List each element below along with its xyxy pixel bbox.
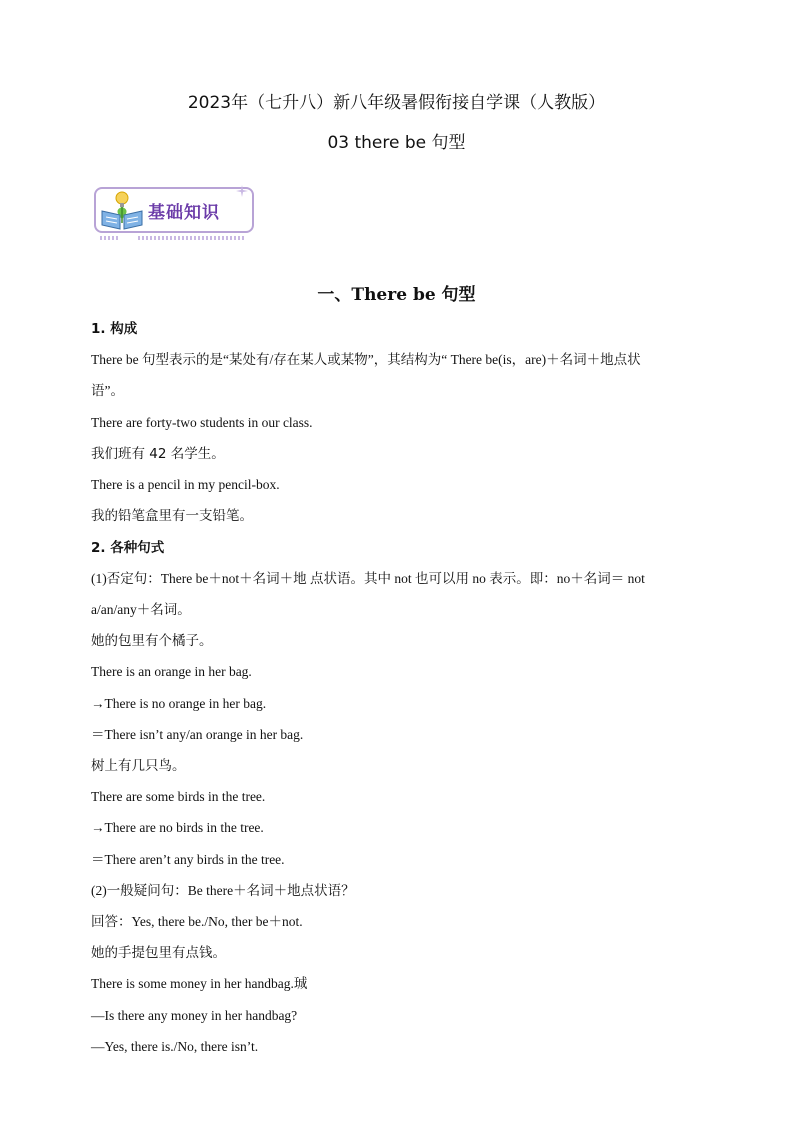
example-chinese: 她的手提包里有点钱。 [91, 945, 226, 961]
example-english: →There are no birds in the tree. [91, 820, 264, 835]
paragraph-line: There be 句型表示的是“某处有/存在某人或某物”，其结构为“ There be(is，are)＋名词＋地点状 [91, 352, 641, 367]
paragraph-line: 语”。 [91, 383, 124, 398]
subheading: 2. 各种句式 [91, 540, 165, 556]
example-english: There is some money in her handbag.珹 [91, 976, 308, 991]
book-lightbulb-icon [98, 189, 146, 233]
example-english: —Yes, there is./No, there isn’t. [91, 1039, 259, 1054]
section-badge [90, 185, 262, 241]
example-english: There is an orange in her bag. [91, 664, 252, 679]
paragraph-line: 回答：Yes, there be./No, ther be＋not. [91, 914, 303, 929]
paragraph-line: a/an/any＋名词。 [91, 602, 191, 617]
example-english: There is a pencil in my pencil-box. [91, 477, 280, 492]
example-chinese: 树上有几只鸟。 [91, 758, 186, 774]
example-chinese: 我们班有 42 名学生。 [91, 446, 225, 462]
badge-decoration [138, 236, 246, 240]
example-english: There are some birds in the tree. [91, 789, 266, 804]
example-english: There are forty-two students in our class. [91, 415, 313, 430]
example-chinese: 我的铅笔盒里有一支铅笔。 [91, 508, 253, 524]
subheading: 1. 构成 [91, 321, 138, 337]
paragraph-line: (2)一般疑问句：Be there＋名词＋地点状语？ [91, 883, 355, 898]
example-english: —Is there any money in her handbag? [91, 1008, 298, 1023]
document-title: 2023年（七升八）新八年级暑假衔接自学课（人教版） [187, 93, 606, 113]
paragraph-line: (1)否定句：There be＋not＋名词＋地 点状语。其中 not 也可以用 no 表示。即：no＋名词＝ not [91, 571, 645, 586]
example-english: →There is no orange in her bag. [91, 696, 267, 711]
example-english: ＝There isn’t any/an orange in her bag. [91, 727, 304, 742]
example-english: ＝There aren’t any birds in the tree. [91, 852, 285, 867]
sparkle-icon [236, 185, 248, 197]
section-heading: 一、There be 句型 [317, 285, 476, 305]
badge-label: 基础知识 [148, 203, 220, 223]
badge-decoration [100, 236, 120, 240]
document-subtitle: 03 there be 句型 [327, 133, 466, 153]
example-chinese: 她的包里有个橘子。 [91, 633, 213, 649]
